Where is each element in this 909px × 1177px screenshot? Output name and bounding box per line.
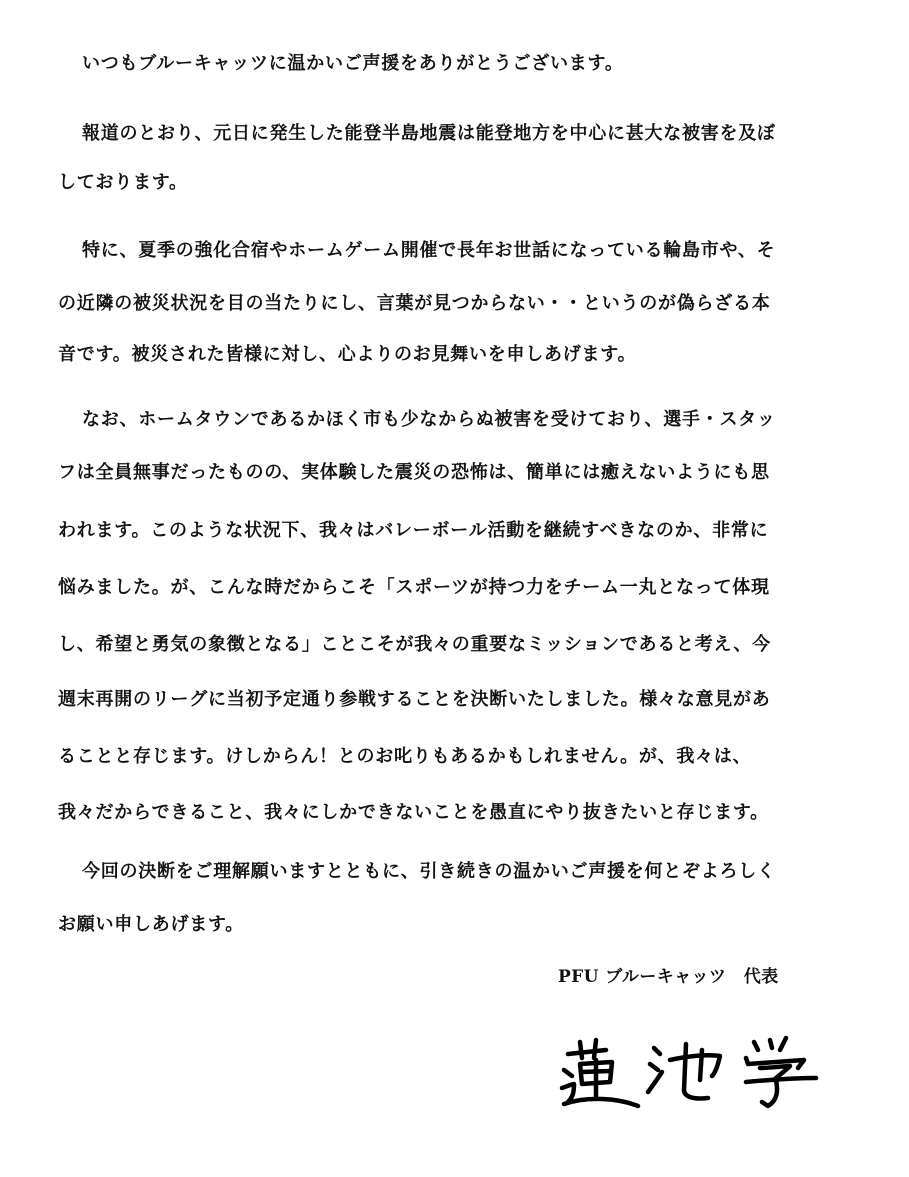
letter-line: しております。	[58, 172, 188, 193]
letter-line: 我々だからできること、我々にしかできないことを愚直にやり抜きたいと存じます。	[58, 802, 769, 823]
letter-line: の近隣の被災状況を目の当たりにし、言葉が見つからない・・というのが偽らざる本	[58, 293, 771, 314]
signature-organization: PFU ブルーキャッツ 代表	[558, 967, 779, 987]
letter-line: お願い申しあげます。	[58, 914, 245, 935]
letter-line: 特に、夏季の強化合宿やホームゲーム開催で長年お世話になっている輪島市や、そ	[82, 240, 776, 261]
letter-line: し、希望と勇気の象徴となる」ことこそが我々の重要なミッションであると考え、今	[58, 634, 771, 655]
letter-line: われます。このような状況下、我々はバレーボール活動を継続すべきなのか、非常に	[58, 520, 769, 541]
letter-line: いつもブルーキャッツに温かいご声援をありがとうございます。	[82, 53, 624, 74]
letter-line: ることと存じます。けしからん！とのお叱りもあるかもしれません。が、我々は、	[58, 746, 752, 767]
letter-line: 音です。被災された皆様に対し、心よりのお見舞いを申しあげます。	[58, 344, 637, 365]
letter-line: 報道のとおり、元日に発生した能登半島地震は能登地方を中心に甚大な被害を及ぼ	[82, 123, 776, 144]
letter-line: フは全員無事だったものの、実体験した震災の恐怖は、簡単には癒えないようにも思	[58, 462, 770, 483]
letter-line: なお、ホームタウンであるかほく市も少なからぬ被害を受けており、選手・スタッ	[82, 409, 776, 430]
letter-line: 週末再開のリーグに当初予定通り参戦することを決断いたしました。様々な意見があ	[58, 689, 771, 710]
handwritten-signature	[558, 1034, 828, 1114]
letter-line: 今回の決断をご理解願いますとともに、引き続きの温かいご声援を何とぞよろしく	[82, 861, 776, 882]
letter-line: 悩みました。が、こんな時だからこそ「スポーツが持つ力をチーム一丸となって体現	[58, 577, 770, 598]
